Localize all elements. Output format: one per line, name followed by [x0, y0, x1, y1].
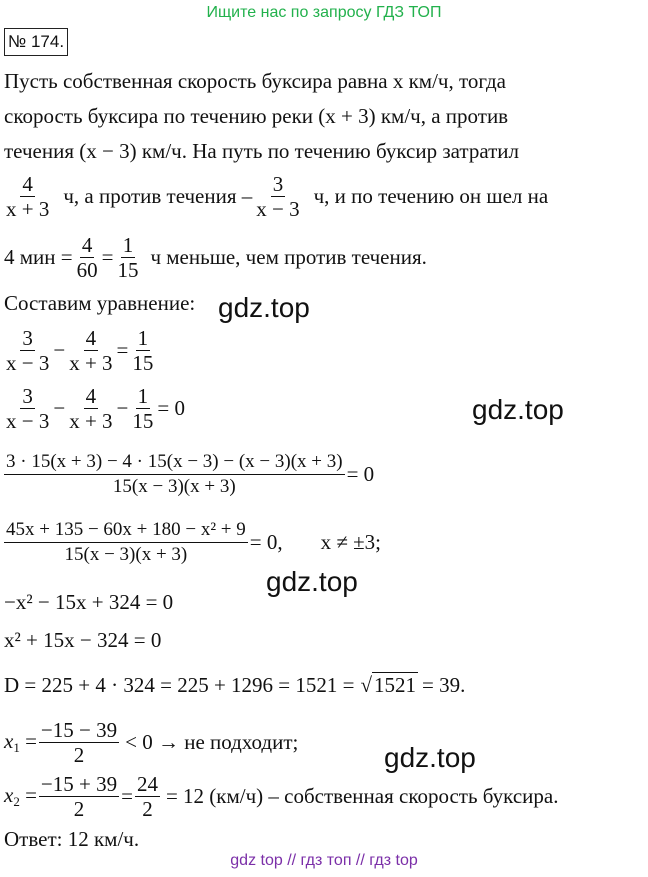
- watermark-4: gdz.top: [384, 742, 476, 773]
- fraction-4-over-x-plus-3: $\frac{4}{x + 3}$: [6, 172, 50, 221]
- problem-number: № 174.: [4, 28, 68, 56]
- discriminant: D = 225 + 4 · 324 = 225 + 1296 = 1521 = √ 1521 = 39.: [4, 672, 466, 697]
- quadratic-2: x² + 15x − 324 = 0: [4, 628, 162, 652]
- watermark-2: gdz.top: [472, 394, 564, 425]
- paragraph-line-3: течения (x − 3) км/ч. На путь по течению буксир затратил: [4, 139, 520, 163]
- paragraph-line-5: 4 мин = $\frac{4}{60}$ = $\frac{1}{15}$ ч меньше, чем против течения.: [4, 233, 427, 282]
- quadratic-1: −x² − 15x + 324 = 0: [4, 590, 174, 614]
- equation-4: $\frac{\text{45x + 135 − 60x + 180 − x² + 9}}{15(x - 3)(x + 3)}$ = 0, x ≠ ±3;: [6, 519, 382, 565]
- root-x1: $x_1$ = $\frac{-15 - 39}{2}$ < 0 → не подходит;: [4, 718, 299, 767]
- top-banner: Ищите нас по запросу ГДЗ ТОП: [206, 4, 442, 21]
- answer: Ответ: 12 км/ч.: [4, 827, 140, 851]
- watermark-3: gdz.top: [266, 566, 358, 597]
- fraction-3-over-x-minus-3: $\frac{3}{x - 3}$: [256, 172, 300, 221]
- fraction-1-over-15: $\frac{1}{15}$: [117, 233, 139, 282]
- fraction-4-over-60: $\frac{4}{60}$: [76, 233, 98, 282]
- paragraph-line-4: $\frac{4}{x + 3}$ ч, а против течения – $\frac{3}{x - 3}$ ч, и по течению он шел на: [6, 172, 549, 221]
- root-x2: $x_2$ = $\frac{-15 + 39}{2}$ = $\frac{24}{2}$ = 12 (км/ч) – собственная скорость буксира.: [4, 772, 559, 821]
- footer-links: gdz top // гдз топ // гдз top: [230, 852, 418, 869]
- watermark-1: gdz.top: [218, 292, 310, 323]
- paragraph-line-1: Пусть собственная скорость буксира равна x км/ч, тогда: [4, 69, 506, 93]
- equation-1: $\frac{3}{x - 3}$ − $\frac{4}{x + 3}$ = $\frac{1}{15}$: [6, 326, 154, 375]
- equation-3: $\frac{3 \cdot 15(x + 3) - 4 \cdot 15(x - 3) - (x - 3)(x + 3)}{15(x - 3)(x + 3)}$ = 0: [6, 451, 375, 497]
- paragraph-line-2: скорость буксира по течению реки (x + 3) км/ч, а против: [4, 104, 509, 128]
- equation-2: $\frac{3}{x - 3}$ − $\frac{4}{x + 3}$ − $\frac{1}{15}$ = 0: [6, 384, 185, 433]
- compose-label: Составим уравнение:: [4, 291, 196, 315]
